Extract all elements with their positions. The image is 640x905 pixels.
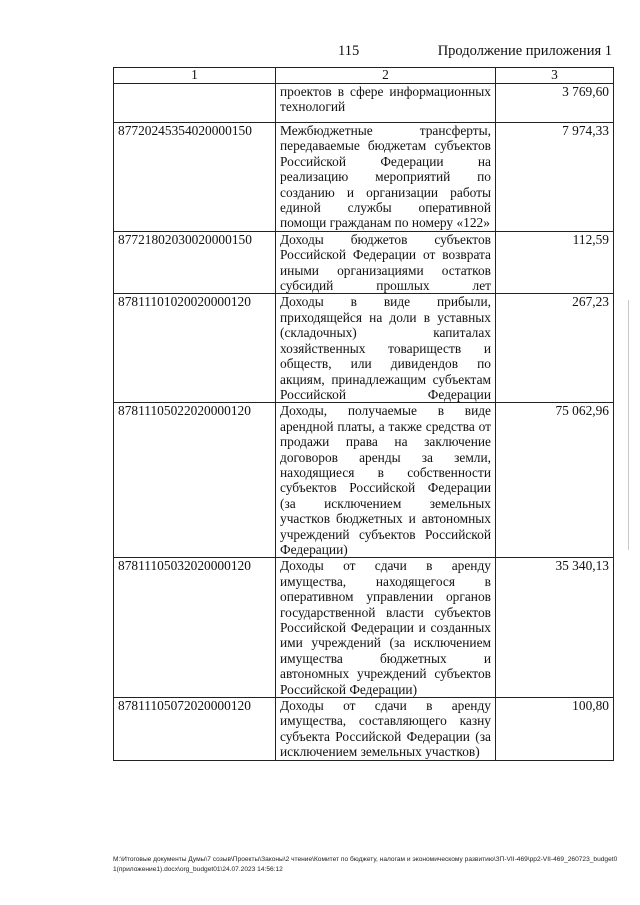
budget-code: 87811105022020000120	[114, 403, 276, 558]
income-description: Доходы от сдачи в аренду имущества, составляющего казну субъекта Российской Федерации (за исключением земельных участков)	[276, 698, 496, 761]
budget-code	[114, 84, 276, 123]
column-number-1: 1	[114, 68, 276, 84]
budget-income-table	[113, 67, 614, 761]
page-number: 115	[338, 43, 360, 59]
table-row	[114, 294, 614, 403]
income-description: Доходы бюджетов субъектов Российской Федерации от возврата иными организациями остатков субсидий прошлых лет	[276, 231, 496, 294]
table-row	[114, 231, 614, 294]
scan-edge-line	[628, 300, 629, 550]
income-description: проектов в сфере информационных технологий	[276, 84, 496, 123]
amount: 3 769,60	[496, 84, 614, 123]
column-number-3: 3	[496, 68, 614, 84]
income-description: Доходы от сдачи в аренду имущества, находящегося в оперативном управлении органов государственной власти субъектов Российской Федерации и созданных ими учреждений (за исключением имущества бюджетных и автономных учреждений субъектов Российской Федерации)	[276, 558, 496, 698]
table-row	[114, 84, 614, 123]
amount: 75 062,96	[496, 403, 614, 558]
table-row	[114, 698, 614, 761]
budget-code: 87811105072020000120	[114, 698, 276, 761]
income-description: Доходы, получаемые в виде арендной платы, а также средства от продажи права на заключение договоров аренды за земли, находящиеся в собственности субъектов Российской Федерации (за исключением земельных участков бюджетных и автономных учреждений субъектов Российской Федерации)	[276, 403, 496, 558]
amount: 35 340,13	[496, 558, 614, 698]
table-row	[114, 558, 614, 698]
amount: 100,80	[496, 698, 614, 761]
amount: 7 974,33	[496, 123, 614, 232]
budget-code: 87721802030020000150	[114, 231, 276, 294]
amount: 267,23	[496, 294, 614, 403]
continuation-label: Продолжение приложения 1	[437, 43, 612, 59]
income-description: Межбюджетные трансферты, передаваемые бюджетам субъектов Российской Федерации на реализацию мероприятий по созданию и организации работы единой службы оперативной помощи гражданам по номеру «122»	[276, 123, 496, 232]
amount: 112,59	[496, 231, 614, 294]
income-description: Доходы в виде прибыли, приходящейся на доли в уставных (складочных) капиталах хозяйственных товариществ и обществ, или дивидендов по акциям, принадлежащим субъектам Российской Федерации	[276, 294, 496, 403]
table-row	[114, 123, 614, 232]
budget-code: 87811101020020000120	[114, 294, 276, 403]
table-row	[114, 403, 614, 558]
column-number-row	[114, 68, 614, 84]
budget-code: 87811105032020000120	[114, 558, 276, 698]
column-number-2: 2	[276, 68, 496, 84]
budget-code: 87720245354020000150	[114, 123, 276, 232]
document-file-path: М:\Итоговые документы Думы\7 созыв\Проекты\Законы\2 чтение\Комитет по бюджету, налогам и экономическому развитию\ЗП-VII-469\рр2-VII-469_260723_budget01(приложение1).docx\org_budget01\24.07.2023 14:56:12	[113, 856, 618, 873]
